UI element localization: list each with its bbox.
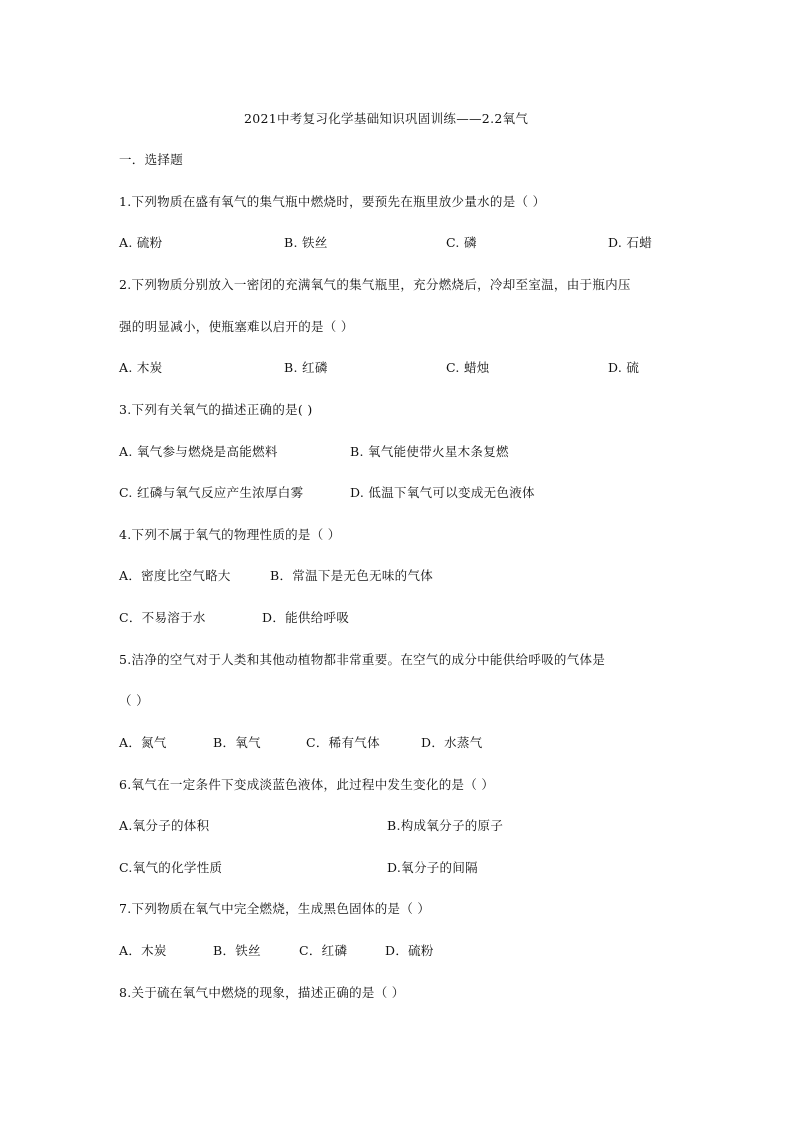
question-2-option-c: C. 蜡烛: [446, 360, 490, 375]
question-2-option-b: B. 红磷: [284, 360, 328, 375]
question-7-option-a: A．木炭: [119, 943, 167, 958]
question-4-option-b: B．常温下是无色无味的气体: [270, 568, 434, 583]
question-4-option-a: A．密度比空气略大: [119, 568, 231, 583]
page-title: 2021中考复习化学基础知识巩固训练——2.2氧气: [244, 111, 529, 126]
question-1-stem: 1.下列物质在盛有氧气的集气瓶中燃烧时，要预先在瓶里放少量水的是（ ）: [119, 194, 546, 209]
question-6-stem: 6.氧气在一定条件下变成淡蓝色液体，此过程中发生变化的是（ ）: [119, 777, 495, 792]
question-5-option-a: A．氮气: [119, 735, 167, 750]
question-5-stem: 5.洁净的空气对于人类和其他动植物都非常重要。在空气的成分中能供给呼吸的气体是: [119, 652, 606, 667]
question-5-option-b: B．氧气: [213, 735, 261, 750]
section-heading: 一．选择题: [119, 152, 184, 167]
question-2-option-d: D. 硫: [608, 360, 640, 375]
question-4-option-c: C．不易溶于水: [119, 610, 206, 625]
question-7-stem: 7.下列物质在氧气中完全燃烧，生成黑色固体的是（ ）: [119, 901, 431, 916]
question-5-option-d: D．水蒸气: [421, 735, 483, 750]
question-8-stem: 8.关于硫在氧气中燃烧的现象，描述正确的是（ ）: [119, 985, 405, 1000]
question-1-option-c: C. 磷: [446, 235, 477, 250]
question-6-option-b: B.构成氧分子的原子: [387, 818, 504, 833]
question-1-option-b: B. 铁丝: [284, 235, 328, 250]
question-7-option-b: B．铁丝: [213, 943, 261, 958]
question-1-option-d: D. 石蜡: [608, 235, 653, 250]
question-3-stem: 3.下列有关氧气的描述正确的是( ): [119, 402, 313, 417]
question-3-option-b: B. 氧气能使带火星木条复燃: [350, 444, 509, 459]
question-7-option-d: D．硫粉: [385, 943, 434, 958]
question-4-option-d: D．能供给呼吸: [262, 610, 350, 625]
question-3-option-c: C. 红磷与氧气反应产生浓厚白雾: [119, 485, 304, 500]
question-6-option-c: C.氧气的化学性质: [119, 860, 223, 875]
question-3-option-d: D. 低温下氧气可以变成无色液体: [350, 485, 535, 500]
question-6-option-d: D.氧分子的间隔: [387, 860, 478, 875]
question-5-stem-cont: （ ）: [119, 693, 149, 708]
question-2-option-a: A. 木炭: [119, 360, 163, 375]
question-4-stem: 4.下列不属于氧气的物理性质的是（ ）: [119, 527, 341, 542]
question-5-option-c: C．稀有气体: [306, 735, 380, 750]
question-3-option-a: A. 氧气参与燃烧是高能燃料: [119, 444, 278, 459]
question-1-option-a: A. 硫粉: [119, 235, 163, 250]
question-2-stem: 2.下列物质分别放入一密闭的充满氧气的集气瓶里，充分燃烧后，冷却至室温，由于瓶内压: [119, 277, 631, 292]
question-2-stem-cont: 强的明显减小，使瓶塞难以启开的是（ ）: [119, 319, 354, 334]
question-7-option-c: C．红磷: [299, 943, 348, 958]
question-6-option-a: A.氧分子的体积: [119, 818, 210, 833]
